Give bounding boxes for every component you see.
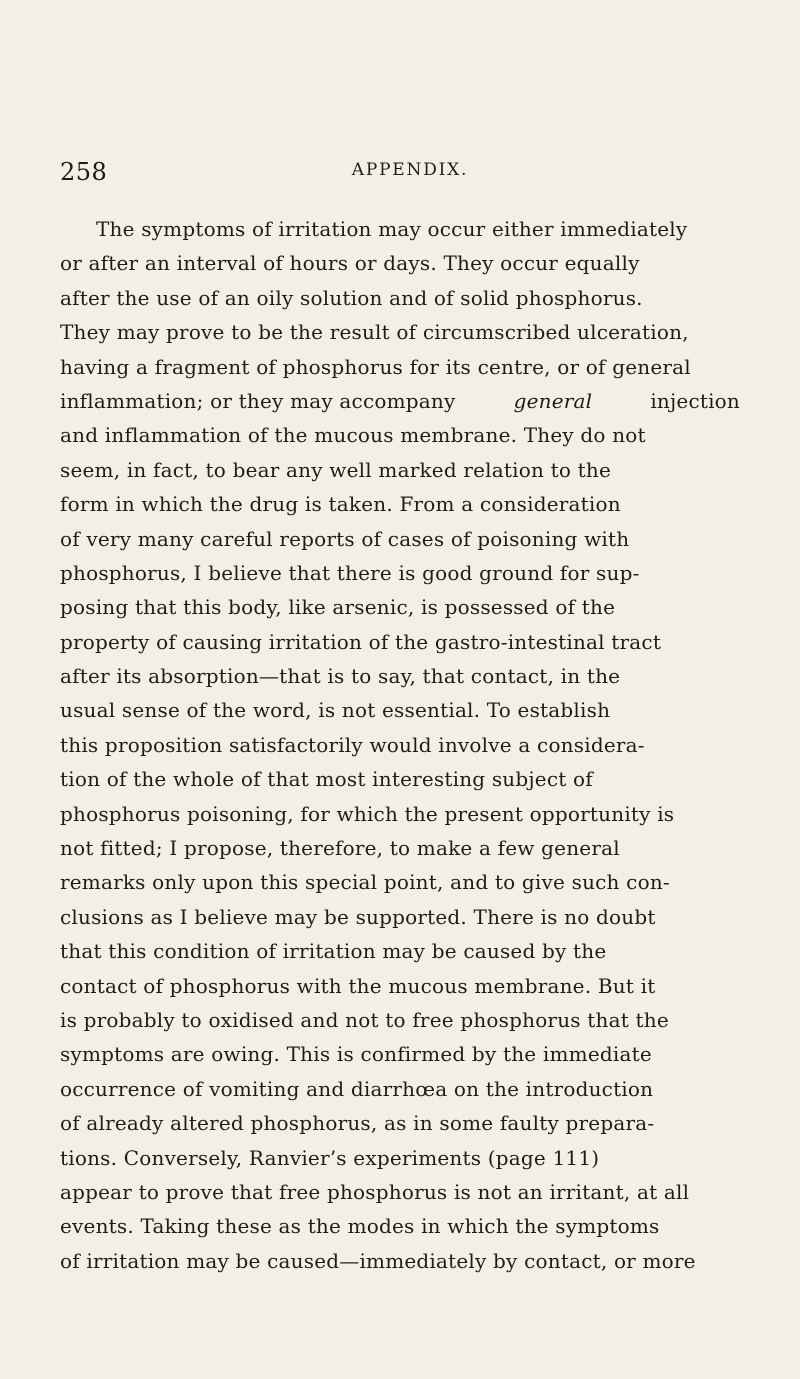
text-line: The symptoms of irritation may occur either immediately (96, 217, 688, 241)
text-line: tion of the whole of that most interesting subject of (60, 767, 593, 792)
text-line: posing that this body, like arsenic, is possessed of the (60, 595, 616, 620)
body-paragraph (60, 212, 740, 1278)
text-line: contact of phosphorus with the mucous membrane. But it (60, 973, 656, 998)
text-line: of irritation may be caused—immediately by contact, or more (60, 1248, 696, 1273)
text-line: clusions as I believe may be supported. There is no doubt (60, 904, 656, 929)
text-line: of already altered phosphorus, as in some faulty prepara- (60, 1111, 655, 1136)
text-line: not fitted; I propose, therefore, to make a few general (60, 836, 620, 861)
text-segment: inflammation; or they may accompany (60, 388, 456, 413)
running-head: APPENDIX. (351, 160, 469, 180)
text-segment: injection (650, 388, 740, 413)
italic-word: general (513, 388, 593, 413)
text-line: having a fragment of phosphorus for its centre, or of general (60, 354, 691, 379)
text-line: and inflammation of the mucous membrane. They do not (60, 423, 646, 448)
text-line: of very many careful reports of cases of poisoning with (60, 526, 630, 551)
text-line: property of causing irritation of the gastro-intestinal tract (60, 629, 662, 654)
text-line: symptoms are owing. This is confirmed by the immediate (60, 1042, 652, 1067)
text-line-with-italic (60, 384, 740, 418)
page-header (60, 158, 760, 188)
text-line: occurrence of vomiting and diarrhœa on the introduction (60, 1076, 654, 1101)
text-line: form in which the drug is taken. From a consideration (60, 492, 621, 517)
text-line: after the use of an oily solution and of solid phosphorus. (60, 285, 643, 310)
text-line: phosphorus poisoning, for which the present opportunity is (60, 801, 675, 826)
text-line: phosphorus, I believe that there is good ground for sup- (60, 560, 640, 585)
page-number: 258 (60, 158, 108, 186)
text-line: They may prove to be the result of circumscribed ulceration, (60, 320, 689, 345)
text-line: or after an interval of hours or days. They occur equally (60, 251, 640, 276)
text-line: appear to prove that free phosphorus is not an irritant, at all (60, 1179, 690, 1204)
text-line: after its absorption—that is to say, that contact, in the (60, 664, 621, 689)
text-line: is probably to oxidised and not to free phosphorus that the (60, 1007, 669, 1032)
text-line: tions. Conversely, Ranvier’s experiments (page 111) (60, 1145, 600, 1170)
text-line: this proposition satisfactorily would involve a considera- (60, 732, 645, 757)
text-line: usual sense of the word, is not essential. To establish (60, 698, 611, 723)
text-line: remarks only upon this special point, and to give such con- (60, 870, 670, 895)
text-line: that this condition of irritation may be caused by the (60, 939, 607, 964)
text-line: events. Taking these as the modes in which the symptoms (60, 1214, 660, 1239)
text-line: seem, in fact, to bear any well marked relation to the (60, 457, 611, 482)
